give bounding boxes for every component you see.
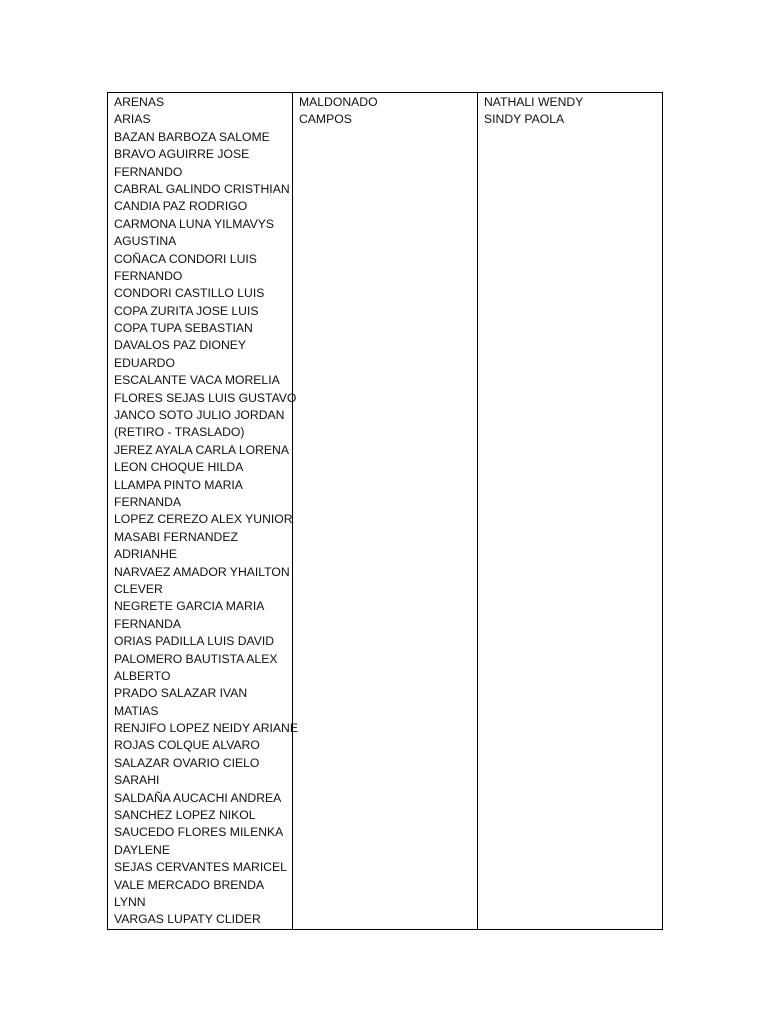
text-line: COPA ZURITA JOSE LUIS xyxy=(114,303,259,318)
text-line: COÑACA CONDORI LUIS xyxy=(114,251,257,266)
text-line: NATHALI WENDY xyxy=(484,95,584,109)
text-line: NARVAEZ AMADOR YHAILTON xyxy=(114,564,290,579)
text-line: CARMONA LUNA YILMAVYS xyxy=(114,216,275,231)
text-line: BRAVO AGUIRRE JOSE xyxy=(114,147,250,162)
text-line: PALOMERO BAUTISTA ALEX xyxy=(114,651,278,666)
table-cell-column-2 xyxy=(293,93,478,930)
text-line: NEGRETE GARCIA MARIA xyxy=(114,599,265,614)
text-line: DAYLENE xyxy=(114,842,170,857)
text-line: SANCHEZ LOPEZ NIKOL xyxy=(114,808,256,823)
name-table xyxy=(107,92,663,930)
text-line: JANCO SOTO JULIO JORDAN xyxy=(114,408,285,423)
text-line: FLORES SEJAS LUIS GUSTAVO xyxy=(114,390,297,405)
text-line: ADRIANHE xyxy=(114,547,177,562)
text-line: ORIAS PADILLA LUIS DAVID xyxy=(114,634,275,649)
text-line: VARGAS LUPATY CLIDER xyxy=(114,912,261,927)
text-line: CAMPOS xyxy=(299,112,352,127)
text-line: DAVALOS PAZ DIONEY xyxy=(114,338,247,353)
text-line: ROJAS COLQUE ALVARO xyxy=(114,738,260,753)
text-line: LEON CHOQUE HILDA xyxy=(114,460,244,475)
column-1-lines xyxy=(108,93,298,929)
text-line: LOPEZ CEREZO ALEX YUNIOR xyxy=(114,512,293,527)
table-cell-column-1 xyxy=(108,93,298,930)
text-line: CABRAL GALINDO CRISTHIAN xyxy=(114,181,290,196)
column-3-lines xyxy=(478,93,662,129)
text-line: LYNN xyxy=(114,894,146,909)
text-line: MATIAS xyxy=(114,703,159,718)
column-2-lines xyxy=(293,93,477,129)
text-line: AGUSTINA xyxy=(114,234,177,249)
text-line: ALBERTO xyxy=(114,668,171,683)
text-line: SALDAÑA AUCACHI ANDREA xyxy=(114,790,282,805)
text-line: SEJAS CERVANTES MARICEL xyxy=(114,860,287,875)
text-line: SAUCEDO FLORES MILENKA xyxy=(114,825,284,840)
text-line: CANDIA PAZ RODRIGO xyxy=(114,199,248,214)
text-line: ARENAS xyxy=(114,95,165,109)
text-line: LLAMPA PINTO MARIA xyxy=(114,477,243,492)
text-line: VALE MERCADO BRENDA xyxy=(114,877,265,892)
text-line: MASABI FERNANDEZ xyxy=(114,529,238,544)
text-line: RENJIFO LOPEZ NEIDY ARIANE xyxy=(114,721,298,736)
text-line: SINDY PAOLA xyxy=(484,112,565,127)
text-line: ESCALANTE VACA MORELIA xyxy=(114,373,280,388)
text-line: EDUARDO xyxy=(114,355,175,370)
text-line: SARAHI xyxy=(114,773,160,788)
text-line: SALAZAR OVARIO CIELO xyxy=(114,755,260,770)
text-line: FERNANDA xyxy=(114,494,182,509)
text-line: CLEVER xyxy=(114,581,163,596)
text-line: BAZAN BARBOZA SALOME xyxy=(114,129,270,144)
table-row xyxy=(108,93,663,930)
text-line: ARIAS xyxy=(114,112,151,127)
text-line: FERNANDO xyxy=(114,164,183,179)
text-line: JEREZ AYALA CARLA LORENA xyxy=(114,442,289,457)
text-line: COPA TUPA SEBASTIAN xyxy=(114,321,253,336)
text-line: FERNANDO xyxy=(114,268,183,283)
text-line: PRADO SALAZAR IVAN xyxy=(114,686,248,701)
text-line: (RETIRO - TRASLADO) xyxy=(114,425,245,440)
table-cell-column-3 xyxy=(478,93,663,930)
text-line: FERNANDA xyxy=(114,616,182,631)
text-line: MALDONADO xyxy=(299,95,378,109)
text-line: CONDORI CASTILLO LUIS xyxy=(114,286,265,301)
